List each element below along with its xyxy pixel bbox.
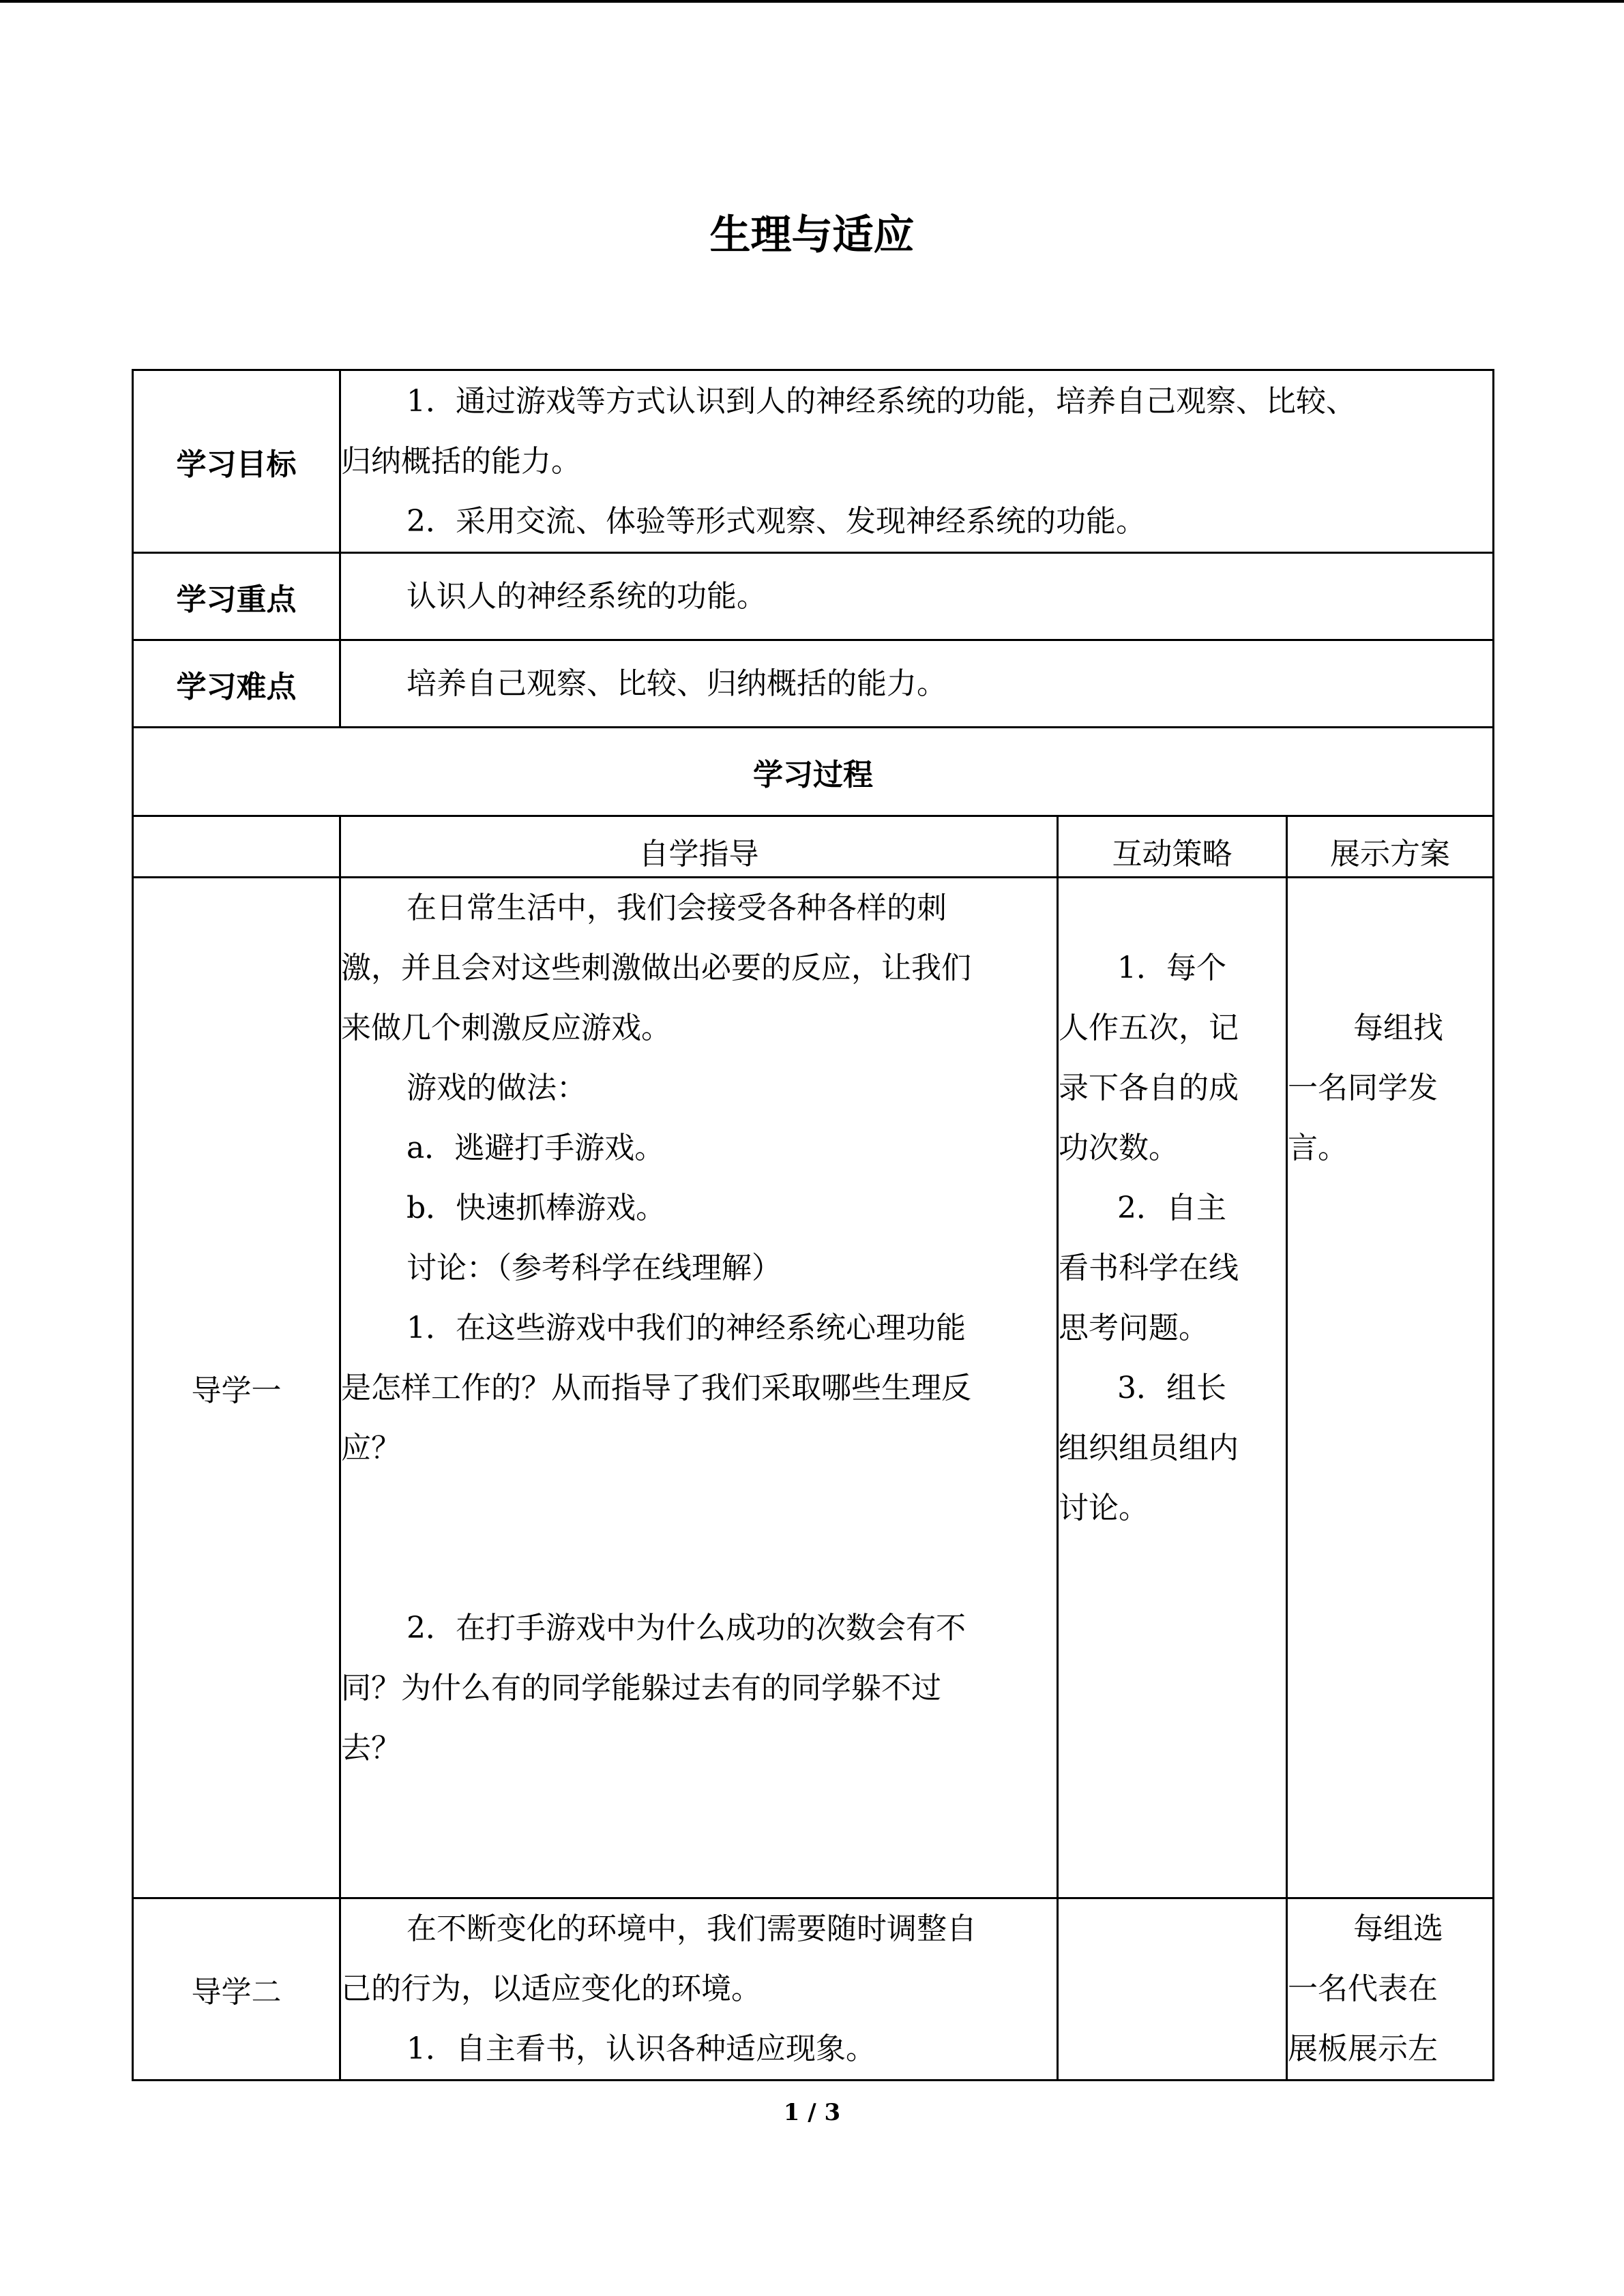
guide-line: 1．在这些游戏中我们的神经系统心理功能: [407, 1311, 966, 1345]
column-header-guide: 自学指导: [340, 816, 1058, 878]
goal-line: 1．通过游戏等方式认识到人的神经系统的功能，培养自己观察、比较、: [407, 383, 1356, 419]
guide-blank: [341, 1538, 1057, 1598]
section1-row: [133, 878, 1494, 1898]
difficulty-text: 培养自己观察、比较、归纳概括的能力。: [407, 666, 947, 701]
display-line: 每组选: [1353, 1911, 1443, 1946]
difficulty-label: 学习难点: [133, 640, 340, 728]
goal-line: 2．采用交流、体验等形式观察、发现神经系统的功能。: [407, 503, 1146, 539]
strategy-line: 1．每个: [1117, 951, 1226, 985]
key-content: [340, 553, 1494, 640]
goal-line: 归纳概括的能力。: [341, 443, 581, 479]
display-line: 每组找: [1353, 1011, 1443, 1045]
guide-line: b．快速抓棒游戏。: [407, 1191, 666, 1225]
goal-content: [340, 370, 1494, 553]
guide-line: 己的行为，以适应变化的环境。: [341, 1971, 761, 2006]
guide-line: 在日常生活中，我们会接受各种各样的刺: [407, 891, 947, 925]
display-line: 一名同学发: [1288, 1071, 1438, 1105]
guide-line: 来做几个刺激反应游戏。: [341, 1011, 671, 1045]
section2-guide: [340, 1898, 1058, 2081]
section2-strategy: [1058, 1898, 1287, 2081]
strategy-line: 录下各自的成: [1059, 1071, 1239, 1105]
strategy-line: 人作五次，记: [1059, 1011, 1239, 1045]
goal-row: [133, 370, 1494, 553]
guide-line: 激，并且会对这些刺激做出必要的反应，让我们: [341, 951, 971, 985]
guide-line: 是怎样工作的？从而指导了我们采取哪些生理反: [341, 1371, 971, 1405]
strategy-line: 讨论。: [1059, 1491, 1149, 1525]
guide-blank: [341, 1478, 1057, 1538]
guide-line: 同？为什么有的同学能躲过去有的同学躲不过: [341, 1671, 941, 1705]
process-heading: 学习过程: [133, 728, 1494, 816]
section1-guide: [340, 878, 1058, 1898]
column-header-empty: [133, 816, 340, 878]
display-line: 展板展示左: [1288, 2031, 1438, 2066]
guide-line: 应？: [341, 1431, 401, 1465]
guide-line: 1．自主看书，认识各种适应现象。: [407, 2031, 876, 2066]
section1-display: [1287, 878, 1494, 1898]
display-line: 一名代表在: [1288, 1971, 1438, 2006]
guide-line: 游戏的做法：: [407, 1071, 587, 1105]
strategy-line: 组织组员组内: [1059, 1431, 1239, 1465]
section2-row: [133, 1898, 1494, 2081]
key-text: 认识人的神经系统的功能。: [407, 578, 767, 614]
column-header-strategy: 互动策略: [1058, 816, 1287, 878]
column-header-display: 展示方案: [1287, 816, 1494, 878]
process-row: [133, 728, 1494, 816]
strategy-line: 看书科学在线: [1059, 1251, 1239, 1285]
column-header-row: [133, 816, 1494, 878]
strategy-line: 思考问题。: [1059, 1311, 1209, 1345]
key-row: [133, 553, 1494, 640]
section2-display: [1287, 1898, 1494, 2081]
goal-label: 学习目标: [133, 370, 340, 553]
page-top-rule: [0, 0, 1624, 3]
guide-line: 2．在打手游戏中为什么成功的次数会有不: [407, 1611, 966, 1645]
strategy-line: 功次数。: [1059, 1131, 1179, 1165]
guide-line: 去？: [341, 1731, 401, 1765]
strategy-line: 3．组长: [1117, 1371, 1226, 1405]
section2-label: 导学二: [133, 1898, 340, 2081]
page-number: 1 / 3: [783, 2099, 841, 2126]
section1-strategy: [1058, 878, 1287, 1898]
display-line: 言。: [1288, 1131, 1348, 1165]
difficulty-content: [340, 640, 1494, 728]
guide-line: 在不断变化的环境中，我们需要随时调整自: [407, 1911, 977, 1946]
strategy-line: 2．自主: [1117, 1191, 1226, 1225]
section1-label: 导学一: [133, 878, 340, 1898]
difficulty-row: [133, 640, 1494, 728]
lesson-plan-table: [132, 369, 1494, 2081]
page-title: 生理与适应: [709, 211, 915, 259]
guide-line: 讨论：（参考科学在线理解）: [407, 1251, 782, 1285]
guide-line: a．逃避打手游戏。: [407, 1131, 665, 1165]
key-label: 学习重点: [133, 553, 340, 640]
